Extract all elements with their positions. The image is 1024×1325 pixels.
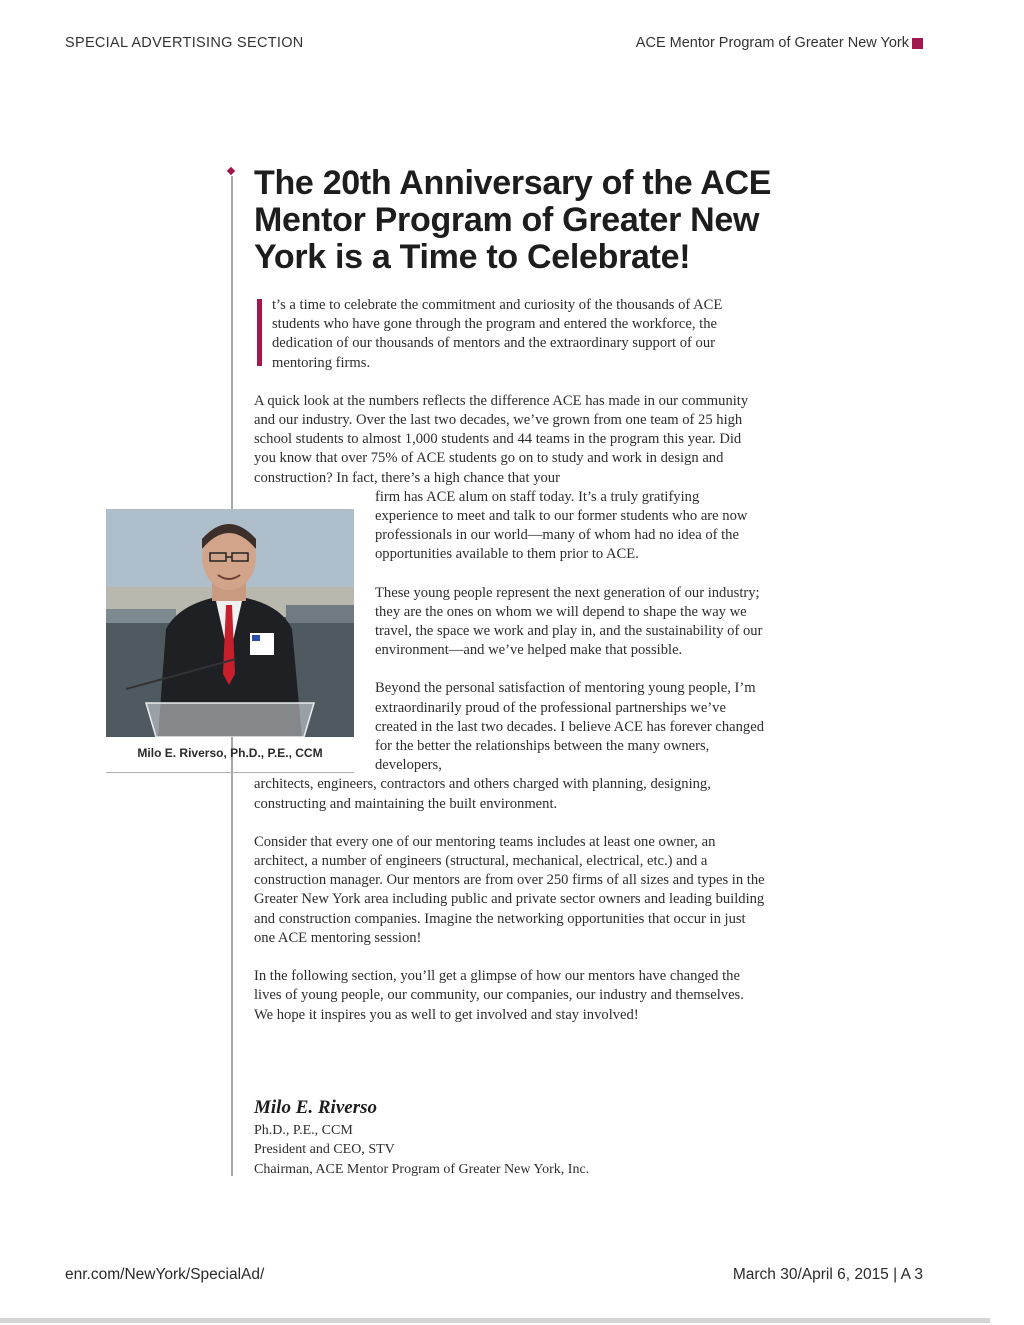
- signature-chair: Chairman, ACE Mentor Program of Greater New York, Inc.: [254, 1161, 590, 1177]
- portrait-photo: [106, 509, 354, 737]
- header-section-label: SPECIAL ADVERTISING SECTION: [65, 35, 304, 51]
- footer-date-page: March 30/April 6, 2015 | A 3: [732, 1266, 923, 1283]
- mentoring-teams-paragraph: Consider that every one of our mentoring teams includes at least one owner, an architect, a number of engineers (structural, mechanical, electrical, etc.) and a construction manager. Our mentors are from over 250 firms of all sizes and types in the Greater New York area including public and private sector owners and leading building and construction companies. Imagine the networking opportunities that occur in just one ACE mentoring session!: [254, 833, 765, 946]
- partnerships-paragraph-a: Beyond the personal satisfaction of mentoring young people, I’m extraordinarily proud of the professional partnerships we’ve created in the last two decades. I believe ACE has forever changed for the better the relationships between the many owners, developers,: [375, 680, 765, 774]
- numbers-paragraph-b: firm has ACE alum on staff today. It’s a truly gratifying experience to meet and talk to our former students who are now professionals in our world—many of whom had no idea of the opportunities available to them prior to ACE.: [375, 488, 748, 563]
- numbers-paragraph-a: A quick look at the numbers reflects the difference ACE has made in our community and our industry. Over the last two decades, we’ve grown from one team of 25 high school students to almost 1,000 students and 44 teams in the program this year. Did you know that over 75% of ACE students go on to study and work in design and construction? In fact, there’s a high chance that your: [254, 392, 749, 486]
- accent-square-icon: [912, 38, 923, 49]
- page-bottom-bar: [0, 1318, 990, 1323]
- diamond-icon: [227, 167, 235, 175]
- portrait-illustration: [106, 509, 354, 737]
- signature-name: Milo E. Riverso: [254, 1097, 377, 1118]
- signature-role: President and CEO, STV: [254, 1142, 395, 1158]
- footer-url-link[interactable]: enr.com/NewYork/SpecialAd/: [65, 1266, 265, 1283]
- header-program-text: ACE Mentor Program of Greater New York: [635, 35, 909, 51]
- signature-credentials: Ph.D., P.E., CCM: [254, 1123, 353, 1138]
- article-title: The 20th Anniversary of the ACE Mentor Program of Greater New York is a Time to Celebrate!: [254, 164, 772, 276]
- partnerships-paragraph-b: architects, engineers, contractors and others charged with planning, designing, constructing and maintaining the built environment.: [254, 776, 711, 812]
- next-generation-paragraph: These young people represent the next generation of our industry; they are the ones on whom we will depend to shape the way we travel, the space we work and play in, and the sustainability of our environment—and we’ve helped make that possible.: [375, 584, 763, 659]
- signature-block: [254, 1121, 589, 1179]
- intro-paragraph: [254, 296, 766, 373]
- header-program-name: [636, 35, 923, 51]
- photo-caption: Milo E. Riverso, Ph.D., P.E., CCM: [137, 746, 323, 760]
- intro-text: t’s a time to celebrate the commitment and curiosity of the thousands of ACE students who have gone through the program and entered the workforce, the dedication of our thousands of mentors and the extraordinary support of our mentoring firms.: [272, 297, 723, 371]
- closing-paragraph: In the following section, you’ll get a glimpse of how our mentors have changed the lives of young people, our community, our companies, our industry and themselves. We hope it inspires you as well to get involved and stay involved!: [254, 968, 744, 1023]
- dropcap-bar: [257, 299, 262, 366]
- caption-divider: [106, 772, 354, 773]
